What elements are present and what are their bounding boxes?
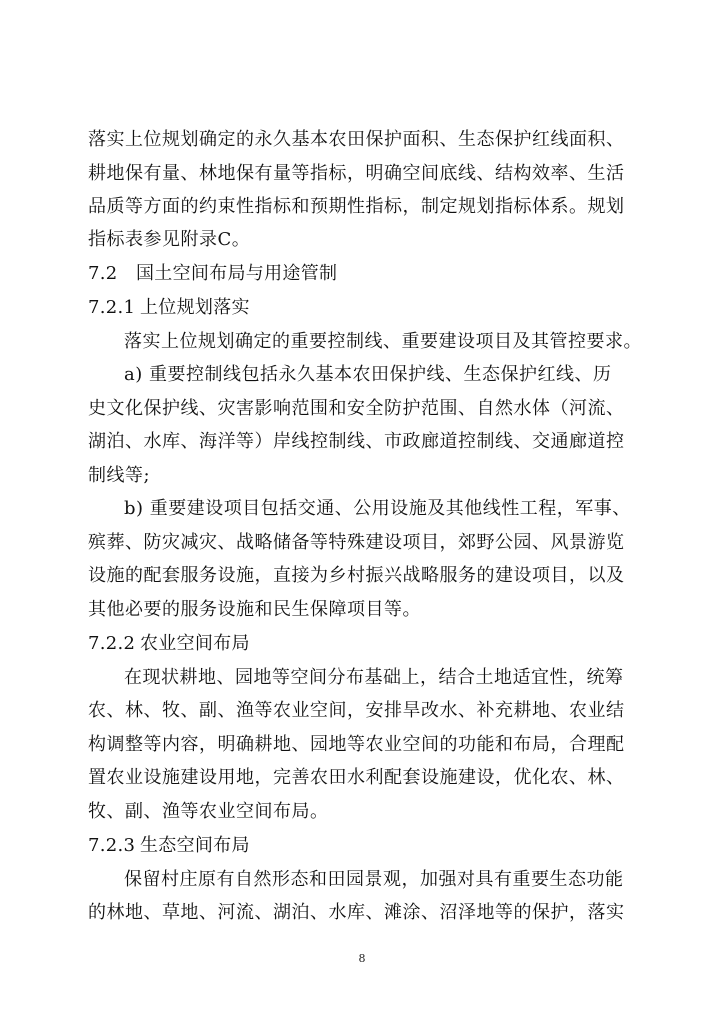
list-item-b-line: 殡葬、防灾减灾、战略储备等特殊建设项目，郊野公园、风景游览 — [88, 532, 625, 553]
section-heading-7-2-3 — [88, 834, 658, 858]
section-number: 7.2.2 — [88, 633, 136, 654]
section-title: 上位规划落实 — [140, 297, 250, 318]
paragraph-line: 落实上位规划确定的永久基本农田保护面积、生态保护红线面积、 — [88, 129, 625, 150]
paragraph-line: 牧、副、渔等农业空间布局。 — [88, 801, 329, 822]
list-item-a-line: a) 重要控制线包括永久基本农田保护线、生态保护红线、历 — [124, 364, 612, 385]
list-item-b-line: b) 重要建设项目包括交通、公用设施及其他线性工程，军事、 — [124, 498, 631, 519]
section-title: 国土空间布局与用途管制 — [136, 263, 338, 284]
page-number: 8 — [358, 952, 366, 965]
section-heading-7-2 — [88, 262, 658, 286]
list-item-a-line: 制线等; — [88, 465, 151, 486]
list-item-b-line: 设施的配套服务设施，直接为乡村振兴战略服务的建设项目，以及 — [88, 565, 625, 586]
list-item-b-line: 其他必要的服务设施和民生保障项目等。 — [88, 599, 421, 620]
section-number: 7.2 — [88, 263, 118, 284]
paragraph-line: 指标表参见附录C。 — [88, 229, 251, 250]
section-title: 农业空间布局 — [140, 633, 250, 654]
paragraph-line: 置农业设施建设用地，完善农田水利配套设施建设，优化农、林、 — [88, 767, 625, 788]
paragraph-line: 在现状耕地、园地等空间分布基础上，结合土地适宜性，统筹 — [124, 667, 624, 688]
paragraph-line: 耕地保有量、林地保有量等指标，明确空间底线、结构效率、生活 — [88, 163, 625, 184]
paragraph-line: 品质等方面的约束性指标和预期性指标，制定规划指标体系。规划 — [88, 196, 625, 217]
paragraph-line: 的林地、草地、河流、湖泊、水库、滩涂、沼泽地等的保护，落实 — [88, 902, 625, 923]
paragraph-line: 构调整等内容，明确耕地、园地等农业空间的功能和布局，合理配 — [88, 734, 625, 755]
paragraph-line: 落实上位规划确定的重要控制线、重要建设项目及其管控要求。 — [124, 331, 642, 352]
section-number: 7.2.3 — [88, 835, 136, 856]
list-item-a-line: 史文化保护线、灾害影响范围和安全防护范围、自然水体（河流、 — [88, 398, 625, 419]
section-heading-7-2-2 — [88, 632, 658, 656]
section-title: 生态空间布局 — [140, 835, 250, 856]
list-item-a-line: 湖泊、水库、海洋等）岸线控制线、市政廊道控制线、交通廊道控 — [88, 431, 625, 452]
section-number: 7.2.1 — [88, 297, 136, 318]
paragraph-line: 保留村庄原有自然形态和田园景观，加强对具有重要生态功能 — [124, 869, 624, 890]
paragraph-line: 农、林、牧、副、渔等农业空间，安排旱改水、补充耕地、农业结 — [88, 700, 625, 721]
section-heading-7-2-1 — [88, 296, 658, 320]
